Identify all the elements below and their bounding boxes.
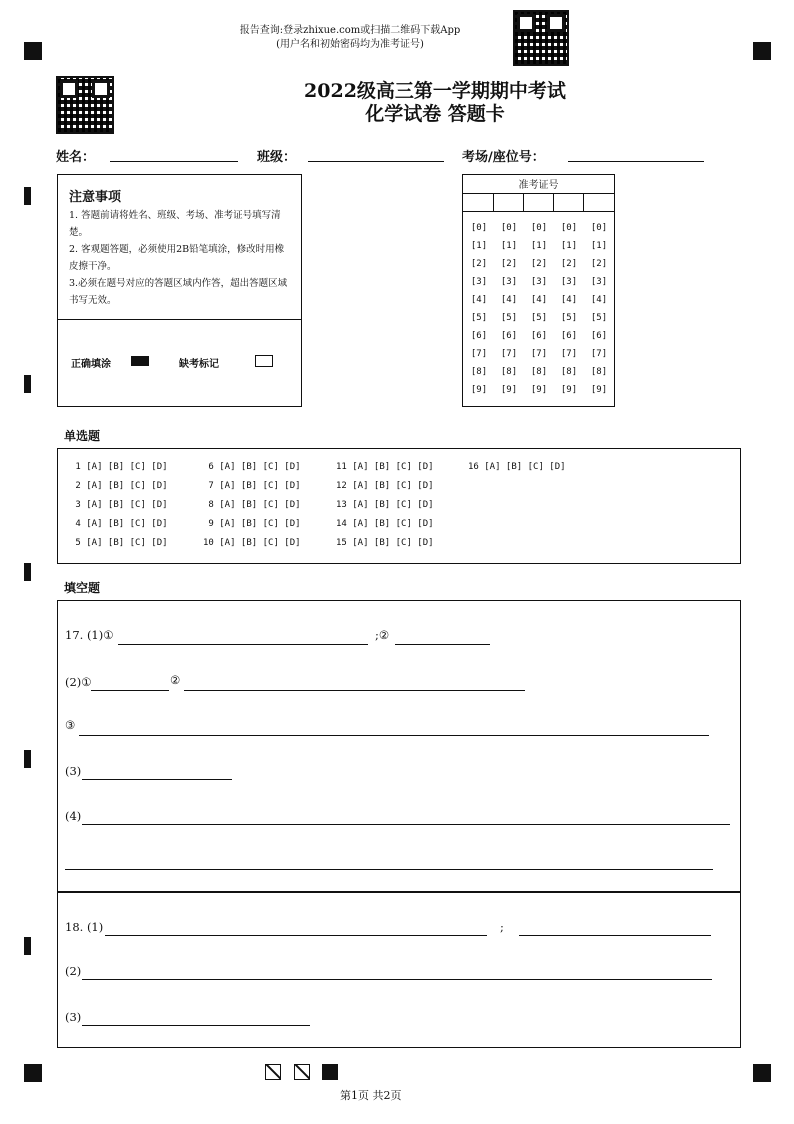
exam-id-bubble[interactable]: [4] bbox=[530, 295, 548, 305]
exam-id-bubble[interactable]: [7] bbox=[560, 349, 578, 359]
absent-mark-box[interactable] bbox=[255, 355, 273, 367]
exam-id-bubble[interactable]: [4] bbox=[500, 295, 518, 305]
exam-id-column-3 bbox=[525, 219, 553, 399]
fill-blank-title: 填空题 bbox=[64, 581, 101, 595]
q17-1-label: 17. (1)① bbox=[65, 628, 114, 642]
exam-id-bubble[interactable]: [6] bbox=[530, 331, 548, 341]
exam-id-bubble[interactable]: [0] bbox=[530, 223, 548, 233]
q17-2-label: (2)① bbox=[65, 675, 92, 689]
exam-id-bubble[interactable]: [2] bbox=[590, 259, 608, 269]
corner-mark-top-right bbox=[753, 42, 771, 60]
q18-1-answer-a[interactable] bbox=[105, 934, 487, 936]
exam-id-bubble[interactable]: [2] bbox=[560, 259, 578, 269]
exam-id-bubble[interactable]: [9] bbox=[560, 385, 578, 395]
report-query-note bbox=[210, 24, 490, 52]
q17-1-answer-a[interactable] bbox=[118, 643, 368, 645]
q17-1-sep: ;② bbox=[375, 628, 390, 642]
notice-item-3: 3.必须在题号对应的答题区域内作答，超出答题区域书写无效。 bbox=[69, 278, 288, 306]
page-number: 第1页 共2页 bbox=[340, 1089, 402, 1102]
corner-mark-top-left bbox=[24, 42, 42, 60]
exam-id-bubble[interactable]: [7] bbox=[590, 349, 608, 359]
single-choice-box bbox=[57, 448, 741, 564]
exam-id-bubble[interactable]: [2] bbox=[500, 259, 518, 269]
exam-id-bubble[interactable]: [9] bbox=[590, 385, 608, 395]
name-label: 姓名： bbox=[56, 150, 96, 165]
corner-mark-bottom-right bbox=[753, 1064, 771, 1082]
exam-id-bubble[interactable]: [3] bbox=[470, 277, 488, 287]
corner-mark-bottom-left bbox=[24, 1064, 42, 1082]
exam-id-bubble[interactable]: [8] bbox=[470, 367, 488, 377]
exam-id-bubble[interactable]: [5] bbox=[530, 313, 548, 323]
class-label: 班级： bbox=[257, 150, 297, 165]
seat-label: 考场/座位号： bbox=[462, 150, 545, 165]
exam-id-column-2 bbox=[495, 219, 523, 399]
student-qr-code bbox=[56, 76, 114, 134]
q18-3-label: (3) bbox=[65, 1010, 82, 1024]
exam-id-bubble[interactable]: [4] bbox=[590, 295, 608, 305]
exam-id-column-1 bbox=[465, 219, 493, 399]
exam-id-bubble[interactable]: [1] bbox=[530, 241, 548, 251]
exam-id-bubble[interactable]: [6] bbox=[590, 331, 608, 341]
exam-id-bubble[interactable]: [1] bbox=[590, 241, 608, 251]
q17-2-mark-c: ③ bbox=[65, 718, 76, 732]
choice-column-3[interactable]: 11 [A] [B] [C] [D] 12 [A] [B] [C] [D] 13 [A] [B] [C] [D] 14 [A] [B] [C] [D] 15 [A] [B] [C] [D] bbox=[336, 462, 434, 548]
exam-id-bubble[interactable]: [9] bbox=[500, 385, 518, 395]
exam-id-write-row-divider bbox=[463, 211, 614, 212]
timing-mark bbox=[24, 375, 31, 393]
exam-id-bubble[interactable]: [3] bbox=[590, 277, 608, 287]
timing-mark bbox=[24, 750, 31, 768]
exam-id-bubble[interactable]: [7] bbox=[470, 349, 488, 359]
exam-id-grid bbox=[462, 174, 615, 407]
q17-box bbox=[57, 600, 741, 893]
exam-id-bubble[interactable]: [6] bbox=[560, 331, 578, 341]
choice-column-1[interactable]: 1 [A] [B] [C] [D] 2 [A] [B] [C] [D] 3 [A] [B] [C] [D] 4 [A] [B] [C] [D] 5 [A] [B] [C] [D] bbox=[75, 462, 168, 548]
q18-3-answer[interactable] bbox=[82, 1024, 310, 1026]
exam-id-bubble[interactable]: [2] bbox=[470, 259, 488, 269]
q17-4-answer-line2[interactable] bbox=[65, 868, 713, 870]
report-query-line1: 报告查询:登录zhixue.com或扫描二维码下载App bbox=[239, 25, 461, 36]
q17-2-answer-b[interactable] bbox=[184, 689, 525, 691]
exam-id-bubble[interactable]: [3] bbox=[530, 277, 548, 287]
app-qr-code bbox=[513, 10, 569, 66]
notice-text bbox=[69, 207, 291, 309]
page-mark-slash-1 bbox=[265, 1064, 281, 1080]
notice-item-1: 1. 答题前请将姓名、班级、考场、准考证号填写清楚。 bbox=[69, 210, 281, 238]
notice-title: 注意事项 bbox=[69, 190, 122, 205]
exam-id-bubble[interactable]: [4] bbox=[470, 295, 488, 305]
timing-mark bbox=[24, 563, 31, 581]
q18-1-label: 18. (1) bbox=[65, 920, 104, 934]
q17-3-answer[interactable] bbox=[82, 778, 232, 780]
correct-fill-sample bbox=[131, 356, 149, 366]
exam-id-bubble[interactable]: [2] bbox=[530, 259, 548, 269]
q18-box bbox=[57, 891, 741, 1048]
page-mark-filled bbox=[322, 1064, 338, 1080]
exam-id-bubble[interactable]: [7] bbox=[530, 349, 548, 359]
q18-2-answer[interactable] bbox=[82, 978, 712, 980]
choice-column-4[interactable]: 16 [A] [B] [C] [D] bbox=[468, 462, 566, 472]
exam-id-header: 准考证号 bbox=[518, 180, 559, 191]
exam-id-bubble[interactable]: [5] bbox=[590, 313, 608, 323]
exam-id-bubble[interactable]: [1] bbox=[500, 241, 518, 251]
timing-mark bbox=[24, 937, 31, 955]
q17-2-answer-a[interactable] bbox=[91, 689, 169, 691]
exam-id-bubble[interactable]: [0] bbox=[470, 223, 488, 233]
exam-id-bubble[interactable]: [8] bbox=[500, 367, 518, 377]
q17-4-label: (4) bbox=[65, 809, 82, 823]
class-field[interactable] bbox=[308, 160, 444, 162]
q18-1-answer-b[interactable] bbox=[519, 934, 711, 936]
notice-divider bbox=[58, 319, 301, 320]
exam-id-bubble[interactable]: [6] bbox=[500, 331, 518, 341]
page-mark-slash-2 bbox=[294, 1064, 310, 1080]
col-divider bbox=[583, 193, 584, 211]
col-divider bbox=[493, 193, 494, 211]
exam-id-bubble[interactable]: [9] bbox=[530, 385, 548, 395]
exam-id-column-4 bbox=[555, 219, 583, 399]
seat-field[interactable] bbox=[568, 160, 704, 162]
col-divider bbox=[553, 193, 554, 211]
exam-title bbox=[200, 80, 670, 126]
exam-id-bubble[interactable]: [1] bbox=[470, 241, 488, 251]
col-divider bbox=[523, 193, 524, 211]
q17-3-label: (3) bbox=[65, 764, 82, 778]
exam-id-bubble[interactable]: [7] bbox=[500, 349, 518, 359]
absent-mark-label: 缺考标记 bbox=[179, 359, 219, 370]
q17-1-answer-b[interactable] bbox=[395, 643, 490, 645]
exam-id-column-5 bbox=[585, 219, 613, 399]
q18-1-sep: ; bbox=[500, 920, 504, 934]
exam-id-bubble[interactable]: [0] bbox=[590, 223, 608, 233]
exam-id-bubble[interactable]: [0] bbox=[560, 223, 578, 233]
exam-id-bubble[interactable]: [9] bbox=[470, 385, 488, 395]
exam-id-bubble[interactable]: [3] bbox=[500, 277, 518, 287]
timing-mark bbox=[24, 187, 31, 205]
q17-4-answer-line1[interactable] bbox=[82, 823, 730, 825]
exam-id-bubble[interactable]: [4] bbox=[560, 295, 578, 305]
choice-column-2[interactable]: 6 [A] [B] [C] [D] 7 [A] [B] [C] [D] 8 [A] [B] [C] [D] 9 [A] [B] [C] [D] 10 [A] [B] [C] [D] bbox=[203, 462, 301, 548]
q18-2-label: (2) bbox=[65, 964, 82, 978]
notice-item-2: 2. 客观题答题，必须使用2B铅笔填涂，修改时用橡皮擦干净。 bbox=[69, 244, 285, 272]
exam-title-line2: 化学试卷 答题卡 bbox=[365, 103, 505, 125]
exam-id-bubble[interactable]: [3] bbox=[560, 277, 578, 287]
exam-id-bubble[interactable]: [5] bbox=[560, 313, 578, 323]
exam-id-bubble[interactable]: [8] bbox=[590, 367, 608, 377]
exam-id-bubble[interactable]: [8] bbox=[530, 367, 548, 377]
single-choice-title: 单选题 bbox=[64, 429, 101, 443]
exam-id-bubble[interactable]: [5] bbox=[470, 313, 488, 323]
name-field[interactable] bbox=[110, 160, 238, 162]
q17-2-mark-b: ② bbox=[170, 673, 181, 687]
notice-box bbox=[57, 174, 302, 407]
exam-id-bubble[interactable]: [8] bbox=[560, 367, 578, 377]
report-query-line2: (用户名和初始密码均为准考证号) bbox=[276, 39, 424, 50]
exam-id-bubble[interactable]: [1] bbox=[560, 241, 578, 251]
correct-fill-label: 正确填涂 bbox=[71, 359, 111, 370]
exam-title-line1: 2022级高三第一学期期中考试 bbox=[304, 80, 566, 102]
exam-id-header-divider bbox=[463, 193, 614, 194]
exam-id-bubble[interactable]: [0] bbox=[500, 223, 518, 233]
exam-id-bubble[interactable]: [5] bbox=[500, 313, 518, 323]
exam-id-bubble[interactable]: [6] bbox=[470, 331, 488, 341]
q17-2-answer-c[interactable] bbox=[79, 734, 709, 736]
